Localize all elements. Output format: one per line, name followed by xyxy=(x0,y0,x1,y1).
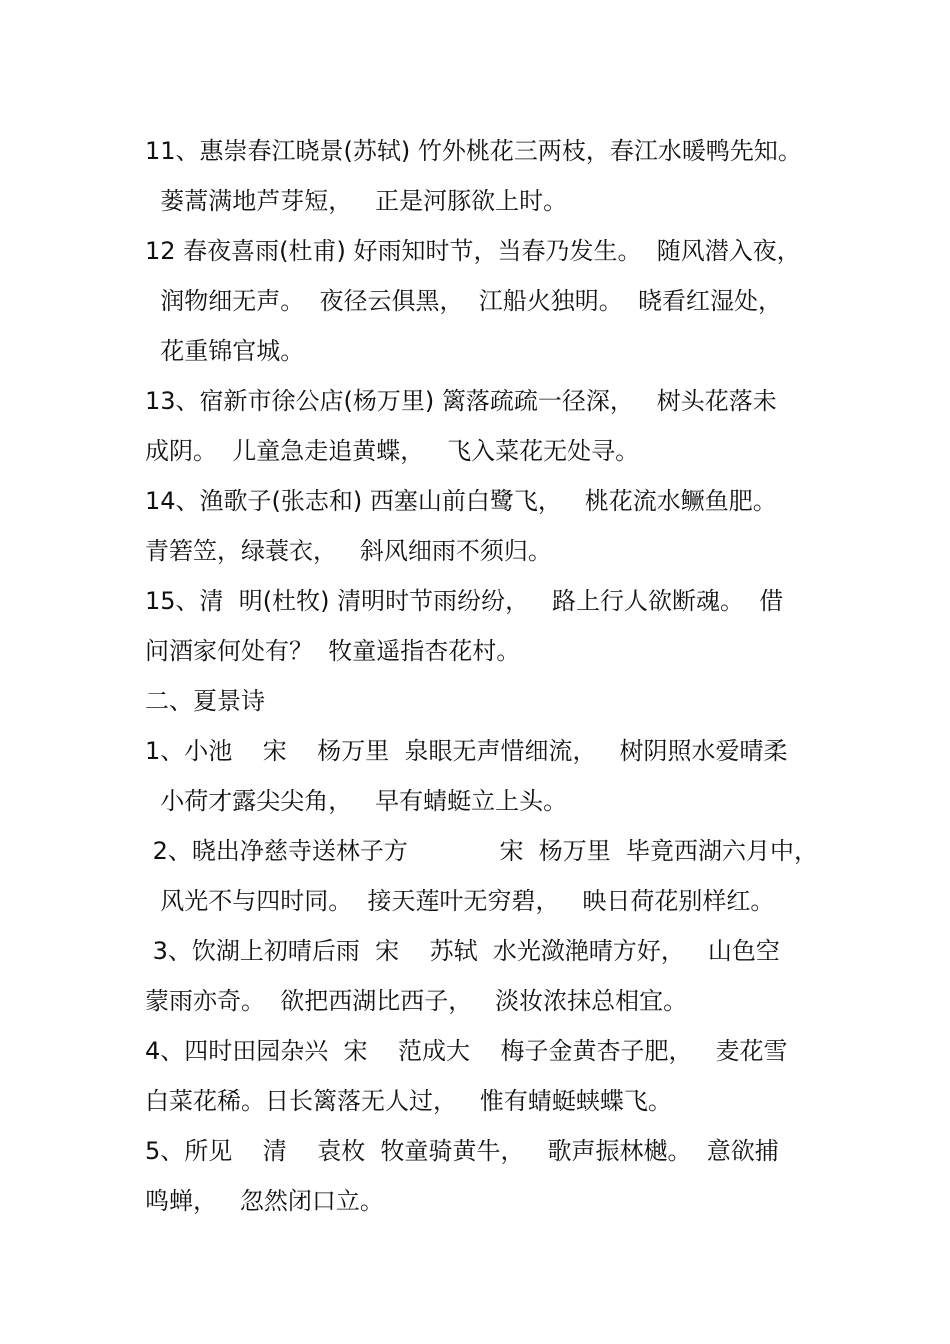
text-line: 14、渔歌子(张志和) 西塞山前白鹭飞， 桃花流水鳜鱼肥。 xyxy=(145,487,777,515)
text-line: 小荷才露尖尖角， 早有蜻蜓立上头。 xyxy=(145,787,568,815)
text-line: 15、清 明(杜牧) 清明时节雨纷纷， 路上行人欲断魂。 借 xyxy=(145,587,784,615)
text-line: 问酒家何处有？ 牧童遥指杏花村。 xyxy=(145,637,521,665)
text-line: 风光不与四时同。 接天莲叶无穷碧， 映日荷花别样红。 xyxy=(145,887,775,915)
section-heading: 二、夏景诗 xyxy=(145,687,265,715)
text-line: 蒌蒿满地芦芽短， 正是河豚欲上时。 xyxy=(145,187,568,215)
text-line: 1、小池 宋 杨万里 泉眼无声惜细流， 树阴照水爱晴柔 xyxy=(145,737,788,765)
text-line: 3、饮湖上初晴后雨 宋 苏轼 水光潋滟晴方好， 山色空 xyxy=(145,937,780,965)
text-line: 蒙雨亦奇。 欲把西湖比西子， 淡妆浓抹总相宜。 xyxy=(145,987,688,1015)
text-line: 白菜花稀。日长篱落无人过， 惟有蜻蜓蛱蝶飞。 xyxy=(145,1087,672,1115)
text-line: 青箬笠，绿蓑衣， 斜风细雨不须归。 xyxy=(145,537,552,565)
text-line: 12 春夜喜雨(杜甫) 好雨知时节，当春乃发生。 随风潜入夜， xyxy=(145,237,801,265)
text-line: 5、所见 清 袁枚 牧童骑黄牛， 歌声振林樾。 意欲捕 xyxy=(145,1137,779,1165)
text-line: 2、晓出净慈寺送林子方 宋 杨万里 毕竟西湖六月中， xyxy=(145,837,818,865)
text-line: 13、宿新市徐公店(杨万里) 篱落疏疏一径深， 树头花落未 xyxy=(145,387,777,415)
text-line: 花重锦官城。 xyxy=(145,337,305,365)
text-line: 4、四时田园杂兴 宋 范成大 梅子金黄杏子肥， 麦花雪 xyxy=(145,1037,788,1065)
text-line: 鸣蝉， 忽然闭口立。 xyxy=(145,1187,384,1215)
text-line: 11、惠崇春江晓景(苏轼) 竹外桃花三两枝，春江水暖鸭先知。 xyxy=(145,137,802,165)
text-line: 润物细无声。 夜径云俱黑， 江船火独明。 晓看红湿处， xyxy=(145,287,783,315)
text-line: 成阴。 儿童急走追黄蝶， 飞入菜花无处寻。 xyxy=(145,437,640,465)
